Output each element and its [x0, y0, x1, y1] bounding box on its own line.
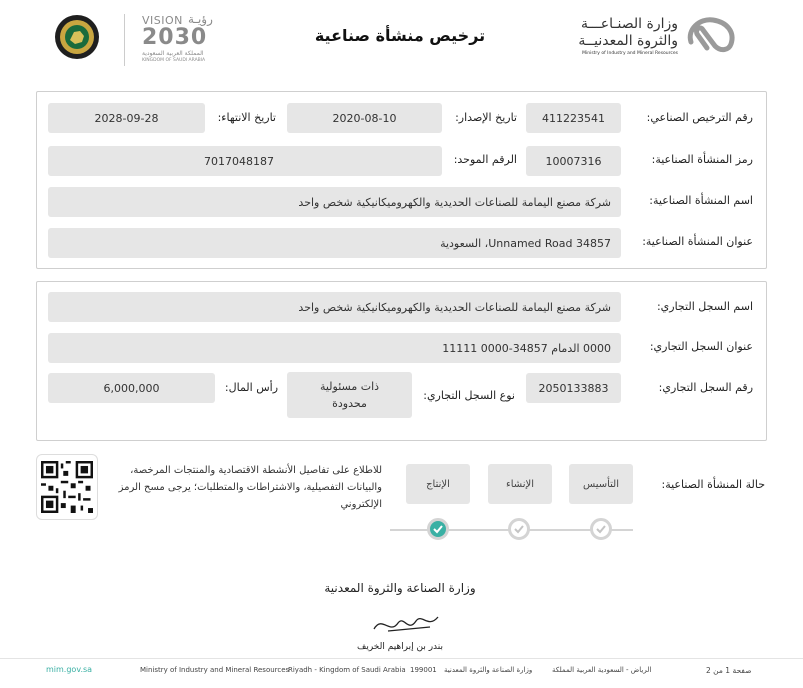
footer-divider: [0, 658, 803, 659]
ministry-logo-icon: [683, 12, 741, 56]
qr-code[interactable]: [36, 454, 98, 520]
check-icon: [511, 521, 527, 537]
step-construction-check: [508, 518, 530, 540]
cr-address-field: 0000 الدمام 34857-0000 11111: [48, 333, 621, 363]
cr-address-label: عنوان السجل التجاري:: [649, 340, 753, 353]
status-step-founding: التأسيس: [569, 464, 633, 504]
vision-word: VISION: [142, 14, 183, 27]
vision-sub-en: KINGDOM OF SAUDI ARABIA: [142, 58, 206, 63]
qr-note: للاطلاع على تفاصيل الأنشطة الاقتصادية والمنتجات المرخصة، والبيانات التفصيلية، والاشتراطات والمتطلبات؛ يرجى مسح الرمز الإلكتروني: [118, 465, 382, 510]
ministry-logo: [683, 12, 741, 56]
cr-no-field: 2050133883: [526, 373, 621, 403]
facility-address-field: Unnamed Road 34857، السعودية: [48, 228, 621, 258]
status-label: حالة المنشأة الصناعية:: [661, 478, 765, 491]
issue-date-field: 2020-08-10: [287, 103, 442, 133]
footer-address-en: Riyadh - Kingdom of Saudi Arabia: [288, 666, 406, 674]
check-icon: [593, 521, 609, 537]
signature-image: [368, 605, 448, 639]
cr-name-field: شركة مصنع اليمامة للصناعات الحديدية والكهروميكانيكية شخص واحد: [48, 292, 621, 322]
license-no-label: رقم الترخيص الصناعي:: [646, 111, 753, 124]
footer-ministry-en: Ministry of Industry and Mineral Resources: [140, 666, 290, 674]
facility-code-label: رمز المنشأة الصناعية:: [651, 153, 753, 166]
capital-field: 6,000,000: [48, 373, 215, 403]
status-step-construction: الإنشاء: [488, 464, 552, 504]
expiry-date-field: 2028-09-28: [48, 103, 205, 133]
footer-website-link[interactable]: mim.gov.sa: [46, 665, 93, 674]
cr-no-label: رقم السجل التجاري:: [658, 381, 753, 394]
footer-page-number: صفحة 1 من 2: [706, 666, 752, 675]
step-production-check: [427, 518, 449, 540]
ministry-name-en: Ministry of Industry and Mineral Resources: [582, 51, 678, 56]
license-no-field: 411223541: [526, 103, 621, 133]
vision-ar: رؤيـة: [188, 12, 213, 26]
facility-name-label: اسم المنشأة الصناعية:: [649, 194, 753, 207]
cr-type-label: نوع السجل التجاري:: [423, 389, 515, 402]
issue-date-label: تاريخ الإصدار:: [455, 111, 517, 124]
footer-ministry-ar: وزارة الصناعة والثروة المعدنية: [444, 666, 533, 674]
facility-code-field: 10007316: [526, 146, 621, 176]
cr-name-label: اسم السجل التجاري:: [656, 300, 753, 313]
gcc-emblem: [54, 14, 100, 60]
expiry-date-label: تاريخ الانتهاء:: [217, 111, 276, 124]
status-step-production: الإنتاج: [406, 464, 470, 504]
page-title: ترخيص منشأة صناعية: [314, 26, 486, 45]
facility-name-field: شركة مصنع اليمامة للصناعات الحديدية والكهروميكانيكية شخص واحد: [48, 187, 621, 217]
capital-label: رأس المال:: [224, 381, 278, 394]
unified-no-value: 7017048187: [204, 154, 274, 168]
step-founding-check: [590, 518, 612, 540]
ministry-name-ar-line2: والثروة المعدنيــة: [578, 33, 678, 49]
qr-code-icon: [41, 461, 93, 513]
unified-no-label: الرقم الموحد:: [453, 153, 517, 166]
cr-type-field: ذات مسئولية محدودة: [287, 372, 412, 418]
ministry-name-ar-line1: وزارة الصنـاعـــة: [580, 16, 678, 32]
footer-po: 199001: [410, 666, 437, 674]
emblem-icon: [54, 14, 100, 60]
vision-sub-ar: المملكة العربية السعودية: [142, 50, 204, 57]
check-icon: [430, 521, 446, 537]
footer-address-ar: الرياض - السعودية العربية المملكة: [552, 666, 652, 674]
facility-address-label: عنوان المنشأة الصناعية:: [642, 235, 753, 248]
signature-ministry: وزارة الصناعة والثروة المعدنية: [324, 581, 476, 595]
vision-year: 2030: [142, 25, 208, 50]
vision-2030-logo: [124, 10, 224, 68]
unified-no-field: [48, 146, 442, 176]
signature-scribble-icon: [368, 605, 448, 639]
signatory-name: بندر بن إبراهيم الخريف: [357, 642, 443, 652]
